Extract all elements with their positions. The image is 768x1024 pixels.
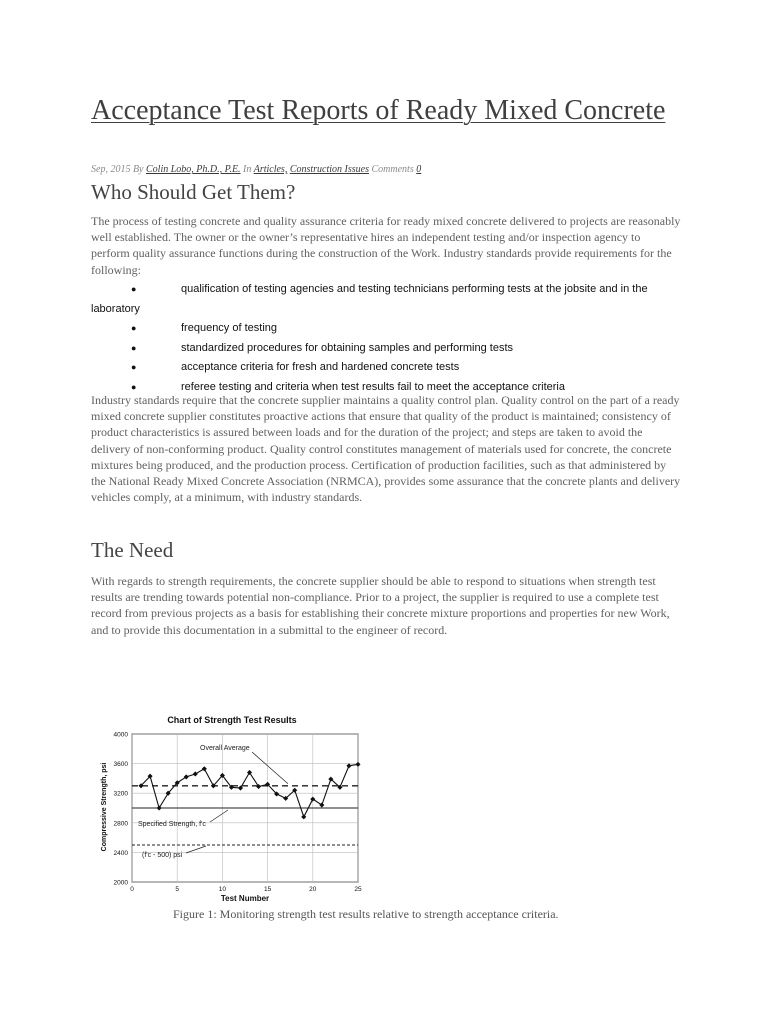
in-label: In [243,164,252,175]
strength-chart-figure [92,704,372,906]
intro-paragraph: The process of testing concrete and quality assurance criteria for ready mixed concrete delivered to projects are reasonably well established. The owner or the owner’s representative hires an independent testing and/or inspection agency to perform quality assurance functions during the construction of the Work. Industry standards provide requirements for the following: [91,214,681,277]
chart-annotations [138,745,288,859]
x-tick-label: 0 [130,886,134,893]
section-heading-need: The Need [91,538,174,562]
y-tick-label: 2400 [113,849,128,857]
list-item [91,358,691,378]
section-heading-who: Who Should Get Them? [91,180,296,204]
data-point [157,805,162,810]
list-item-text: qualification of testing agencies and testing technicians performing tests at the jobsite and in the laboratory [91,283,648,315]
y-axis-label: Compressive Strength, psi [101,762,108,852]
x-tick-label: 25 [354,886,362,893]
overall-average-label: Overall Average [200,745,250,752]
requirements-list [91,280,691,398]
data-point [193,771,198,776]
x-axis-label: Test Number [220,894,270,903]
data-point [202,766,207,771]
list-item [91,280,691,319]
list-item [91,319,691,339]
overall-average-pointer [252,752,288,784]
data-point [355,762,360,767]
list-item-text: frequency of testing [181,322,278,335]
specified-strength-label: Specified Strength, f'c [138,821,206,828]
lower-limit-pointer [186,846,206,853]
list-item-text: acceptance criteria for fresh and hardened concrete tests [181,361,460,374]
y-tick-label: 3600 [113,761,128,769]
data-point [247,770,252,775]
quality-control-paragraph: Industry standards require that the concrete supplier maintains a quality control plan. Quality control on the part of a ready mixed concrete supplier constitutes proactive actions that ensure that quality of the product is maintained; consistency of product characteristics is assured between loads and for the duration of the project; and steps are taken to avoid the delivery of non-conforming product. Quality control constitutes management of materials used for concrete, the concrete mixtures being produced, and the production process. Certification of production facilities, such as that administered by the National Ready Mixed Concrete Association (NRMCA), provides some assurance that the concrete plants and delivery vehicles comply, at a minimum, with industry standards. [91,393,681,505]
chart-title: Chart of Strength Test Results [167,715,297,725]
bullet-icon: ● [131,284,137,294]
y-tick-label: 2000 [113,879,128,887]
bullet-icon: ● [131,381,137,392]
data-point [256,784,261,789]
comments-count-link[interactable]: 0 [416,164,422,175]
list-item-text: referee testing and criteria when test results fail to meet the acceptance criteria [181,380,565,393]
by-label: By [132,164,144,175]
y-tick-label: 3200 [113,790,128,798]
need-paragraph: With regards to strength requirements, the concrete supplier should be able to respond to situations when strength test results are trending towards potential non-compliance. Prior to a project, the supplier is required to use a complete test record from previous projects as a basis for establishing their concrete mixture proportions and properties for new Work, and to provide this documentation in a submittal to the engineer of record. [91,574,670,637]
category-link-articles[interactable]: Articles, [253,164,288,175]
y-tick-label: 4000 [113,731,128,739]
article-meta [91,164,421,175]
specified-strength-pointer [210,810,228,822]
x-tick-label: 20 [309,886,317,893]
x-tick-label: 10 [218,886,227,893]
data-point [184,774,189,779]
chart-ticks [114,732,362,894]
x-tick-label: 5 [175,886,180,893]
reference-lines [132,786,358,845]
article-title[interactable]: Acceptance Test Reports of Ready Mixed Concrete [91,95,666,126]
category-link-construction-issues[interactable]: Construction Issues [289,164,369,175]
chart-series [138,762,360,820]
y-tick-label: 2800 [113,820,128,828]
data-point [346,763,351,768]
bullet-icon: ● [131,362,137,373]
post-date: Sep, 2015 [91,164,131,175]
list-item [91,339,691,359]
x-tick-label: 15 [263,886,272,893]
author-link[interactable]: Colin Lobo, Ph.D., P.E. [146,164,241,175]
bullet-icon: ● [131,323,137,334]
list-item-text: standardized procedures for obtaining samples and performing tests [181,341,514,354]
figure-caption: Figure 1: Monitoring strength test results relative to strength acceptance criteria. [173,907,559,921]
bullet-icon: ● [131,342,137,353]
data-point [301,814,306,819]
comments-label: Comments [371,164,414,175]
lower-limit-label: (f'c - 500) psi [142,852,183,859]
strength-chart [92,704,372,906]
